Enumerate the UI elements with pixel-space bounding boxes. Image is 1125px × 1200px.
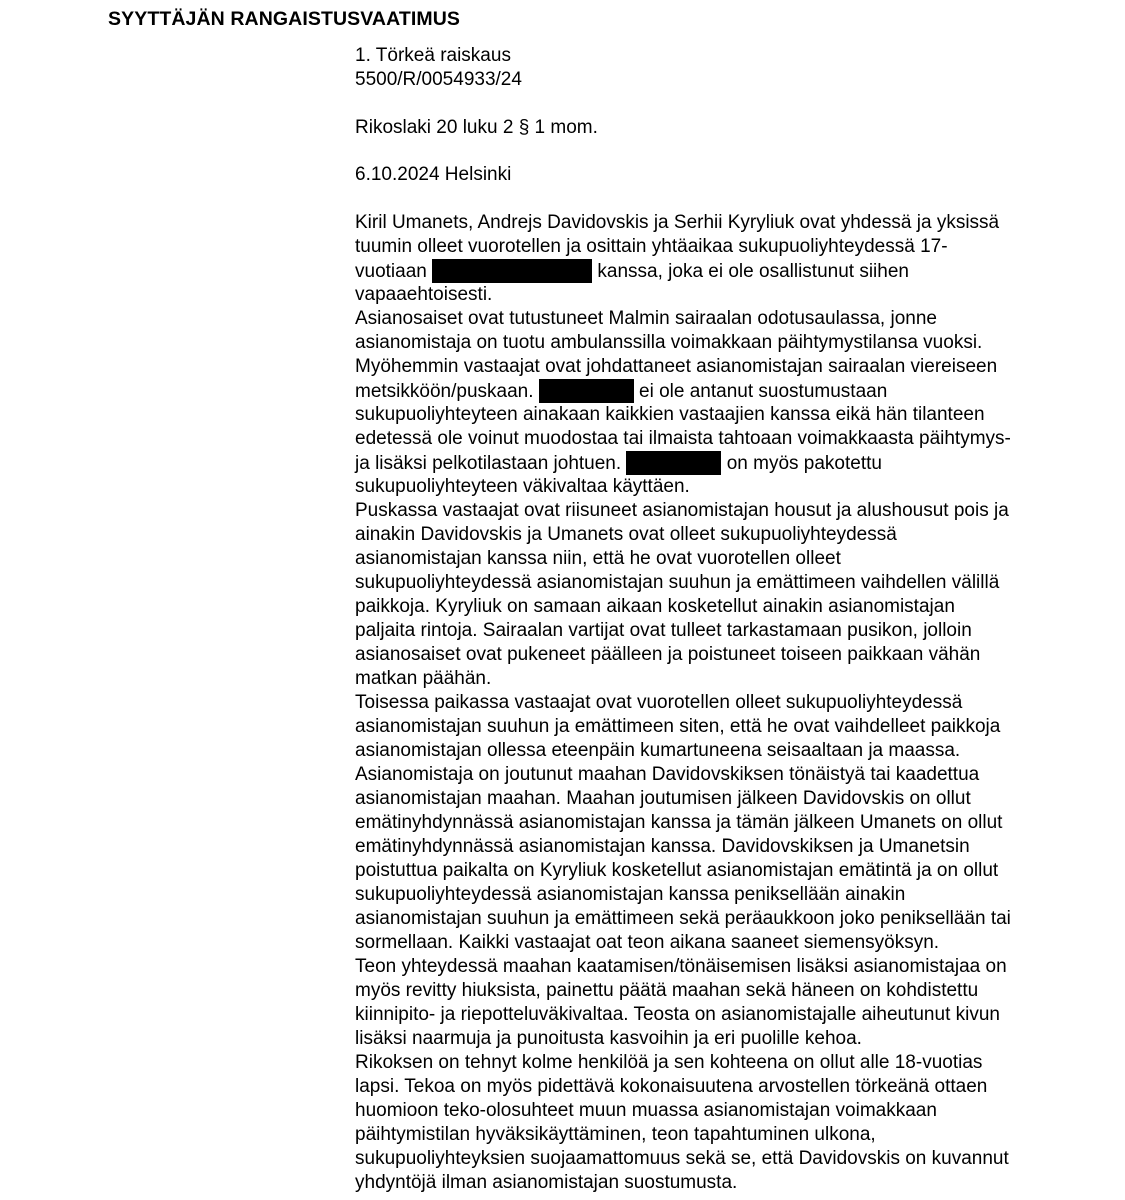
body-text: ja lisäksi pelkotilastaan johtuen. [355,453,627,474]
body-line: päihtymistilan hyväksikäyttäminen, teon tapahtuminen ulkona, [355,1124,876,1145]
body-line: kiinnipito- ja riepotteluväkivaltaa. Teosta on asianomistajalle aiheutunut kivun [355,1004,1000,1025]
body-line: myös revitty hiuksista, painettu päätä maahan sekä häneen on kohdistettu [355,980,979,1001]
body-line: sukupuoliyhteyteen väkivaltaa käyttäen. [355,476,690,497]
body-line: asianomistajan suuhun ja emättimeen siten, että he ovat vaihdelleet paikkoja [355,716,1001,737]
date-place: 6.10.2024 Helsinki [355,164,512,185]
body-line: asianomistajan ollessa eteenpäin kumartuneena seisaaltaan ja maassa. [355,740,961,761]
body-line: lisäksi naarmuja ja punoitusta kasvoihin ja eri puolille kehoa. [355,1028,862,1049]
body-line: asianomistajan suuhun ja emättimeen sekä peräaukkoon joko peniksellään tai [355,908,1011,929]
charge-header [355,44,1125,92]
body-line: Asianomistaja on joutunut maahan Davidovskiksen tönäistyä tai kaadettua [355,764,980,785]
body-line: huomioon teko-olosuhteet muun muassa asianomistajan voimakkaan [355,1100,937,1121]
body-line: emätinyhdynnässä asianomistajan kanssa ja tämän jälkeen Umanets on ollut [355,812,1003,833]
body-text: kanssa, joka ei ole osallistunut siihen [592,261,909,282]
body-line: vapaaehtoisesti. [355,284,493,305]
document-heading: SYYTTÄJÄN RANGAISTUSVAATIMUS [108,8,461,30]
body-line: edetessä ole voinut muodostaa tai ilmaista tahtoaan voimakkaasta päihtymys- [355,428,1011,449]
body-line: asianosaiset ovat pukeneet päälleen ja poistuneet toiseen paikkaan vähän [355,644,981,665]
body-line: asianomistajan maahan. Maahan joutumisen jälkeen Davidovskis on ollut [355,788,971,809]
body-text: metsikköön/puskaan. [355,381,539,402]
redaction-box [539,379,634,403]
body-line: ainakin Davidovskis ja Umanets ovat olleet sukupuoliyhteydessä [355,524,897,545]
body-line: sukupuoliyhteydessä asianomistajan kanssa peniksellään ainakin [355,884,906,905]
body-line: Toisessa paikassa vastaajat ovat vuorotellen olleet sukupuoliyhteydessä [355,692,963,713]
body-line: paljaita rintoja. Sairaalan vartijat ovat tulleet tarkastamaan pusikon, jolloin [355,620,972,641]
body-text: on myös pakotettu [721,453,882,474]
body-line: Myöhemmin vastaajat ovat johdattaneet asianomistajan sairaalan viereiseen [355,356,998,377]
statute-reference: Rikoslaki 20 luku 2 § 1 mom. [355,117,598,138]
body-line [355,379,1125,403]
body-text: vuotiaan [355,261,433,282]
redaction-box [432,259,592,283]
charge-description [355,211,1125,1195]
body-line: sukupuoliyhteyksien suojaamattomuus sekä se, että Davidovskis on kuvannut [355,1148,1009,1169]
body-line: Puskassa vastaajat ovat riisuneet asianomistajan housut ja alushousut pois ja [355,500,1009,521]
statute-line [355,116,1125,140]
body-line [355,451,1125,475]
body-line: Asianosaiset ovat tutustuneet Malmin sairaalan odotusaulassa, jonne [355,308,937,329]
date-place-line [355,163,1125,187]
body-line: poistuttua paikalta on Kyryliuk kosketellut asianomistajan emätintä ja on ollut [355,860,999,881]
body-line: matkan päähän. [355,668,492,689]
body-line: sormellaan. Kaikki vastaajat oat teon aikana saaneet siemensyöksyn. [355,932,940,953]
body-text: ei ole antanut suostumustaan [633,381,888,402]
body-line: tuumin olleet vuorotellen ja osittain yhtäaikaa sukupuoliyhteydessä 17- [355,236,948,257]
body-line: sukupuoliyhteyteen ainakaan kaikkien vastaajien kanssa eikä hän tilanteen [355,404,985,425]
body-line: Kiril Umanets, Andrejs Davidovskis ja Serhii Kyryliuk ovat yhdessä ja yksissä [355,212,1000,233]
charge-title: 1. Törkeä raiskaus [355,45,511,66]
redaction-box [626,451,721,475]
body-line: emätinyhdynnässä asianomistajan kanssa. Davidovskiksen ja Umanetsin [355,836,970,857]
body-line: asianomistajan kanssa niin, että he ovat vuorotellen olleet [355,548,841,569]
body-line: asianomistaja on tuotu ambulanssilla voimakkaan päihtymystilansa vuoksi. [355,332,983,353]
body-line: paikkoja. Kyryliuk on samaan aikaan kosketellut ainakin asianomistajan [355,596,955,617]
body-line: Teon yhteydessä maahan kaatamisen/tönäisemisen lisäksi asianomistajaa on [355,956,1007,977]
body-line: sukupuoliyhteydessä asianomistajan suuhun ja emättimeen vaihdellen välillä [355,572,1000,593]
case-number: 5500/R/0054933/24 [355,69,522,90]
body-line [355,259,1125,283]
body-line: yhdyntöjä ilman asianomistajan suostumusta. [355,1172,738,1193]
body-line: lapsi. Tekoa on myös pidettävä kokonaisuutena arvostellen törkeänä ottaen [355,1076,988,1097]
body-line: Rikoksen on tehnyt kolme henkilöä ja sen kohteena on ollut alle 18-vuotias [355,1052,983,1073]
